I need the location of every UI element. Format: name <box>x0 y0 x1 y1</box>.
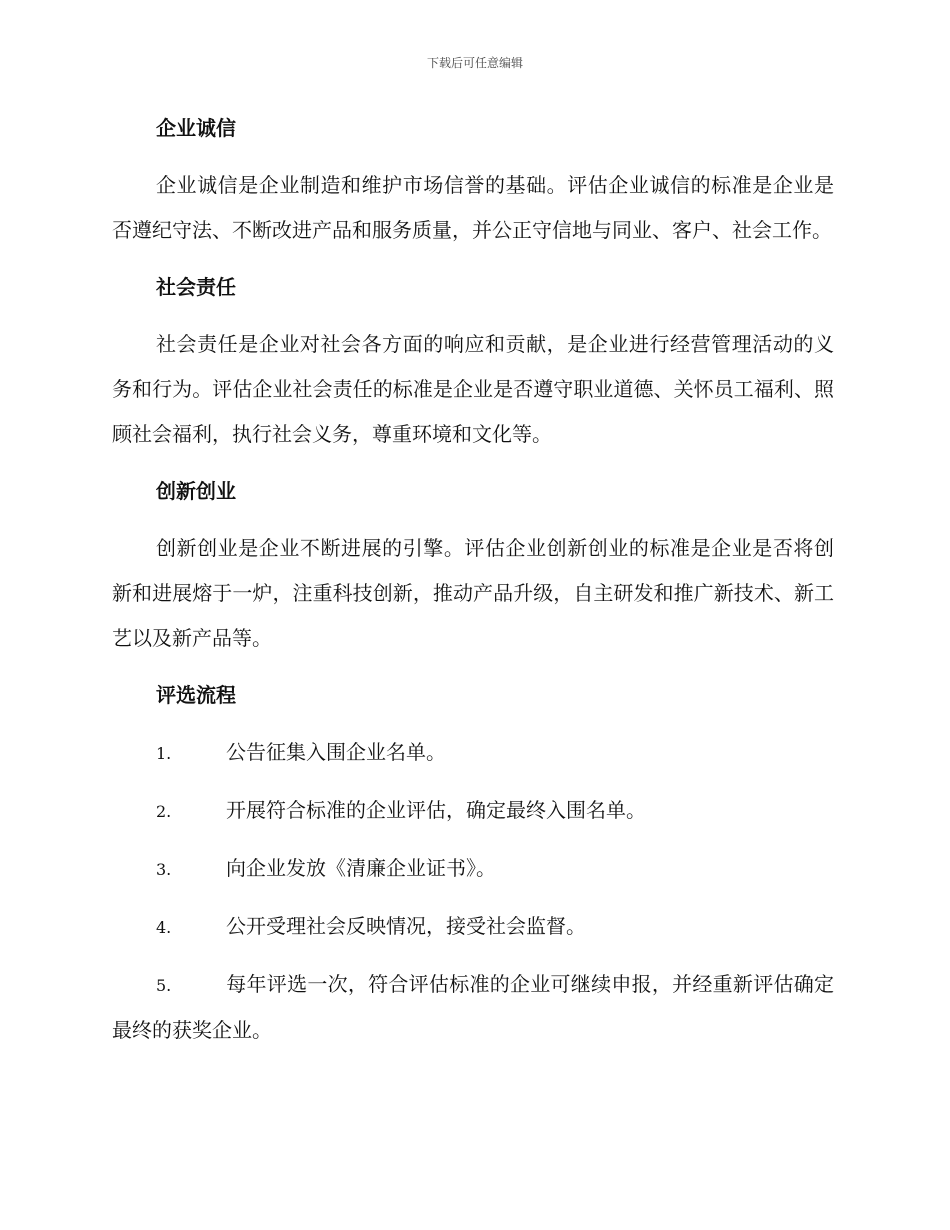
section-heading-integrity: 企业诚信 <box>156 116 236 140</box>
step-number: 5. <box>156 976 172 995</box>
section-body-integrity: 企业诚信是企业制造和维护市场信誉的基础。评估企业诚信的标准是企业是否遵纪守法、不断改进产品和服务质量，并公正守信地与同业、客户、社会工作。 <box>112 173 834 242</box>
step-number: 4. <box>156 918 172 937</box>
process-step <box>112 962 834 1053</box>
header-note: 下载后可任意编辑 <box>426 56 523 70</box>
step-text: 公开受理社会反映情况，接受社会监督。 <box>226 914 586 938</box>
process-step <box>112 846 834 892</box>
step-text: 向企业发放《清廉企业证书》。 <box>226 856 496 880</box>
section-body-innovation: 创新创业是企业不断进展的引擎。评估企业创新创业的标准是企业是否将创新和进展熔于一炉，注重科技创新，推动产品升级，自主研发和推广新技术、新工艺以及新产品等。 <box>112 536 834 650</box>
section-body-responsibility: 社会责任是企业对社会各方面的响应和贡献，是企业进行经营管理活动的义务和行为。评估企业社会责任的标准是企业是否遵守职业道德、关怀员工福利、照顾社会福利，执行社会义务，尊重环境和文化等。 <box>112 332 834 446</box>
step-text: 开展符合标准的企业评估，确定最终入围名单。 <box>226 798 646 822</box>
step-number: 1. <box>156 744 172 763</box>
document-body <box>112 106 834 1065</box>
section-heading-responsibility: 社会责任 <box>156 275 236 299</box>
process-step <box>112 788 834 834</box>
step-number: 2. <box>156 802 172 821</box>
section-heading-innovation: 创新创业 <box>156 479 236 503</box>
process-step <box>112 904 834 950</box>
step-text: 公告征集入围企业名单。 <box>226 740 446 764</box>
step-text: 每年评选一次，符合评估标准的企业可继续申报，并经重新评估确定最终的获奖企业。 <box>112 972 834 1042</box>
step-number: 3. <box>156 860 172 879</box>
process-heading: 评选流程 <box>156 683 236 707</box>
process-step <box>112 730 834 776</box>
